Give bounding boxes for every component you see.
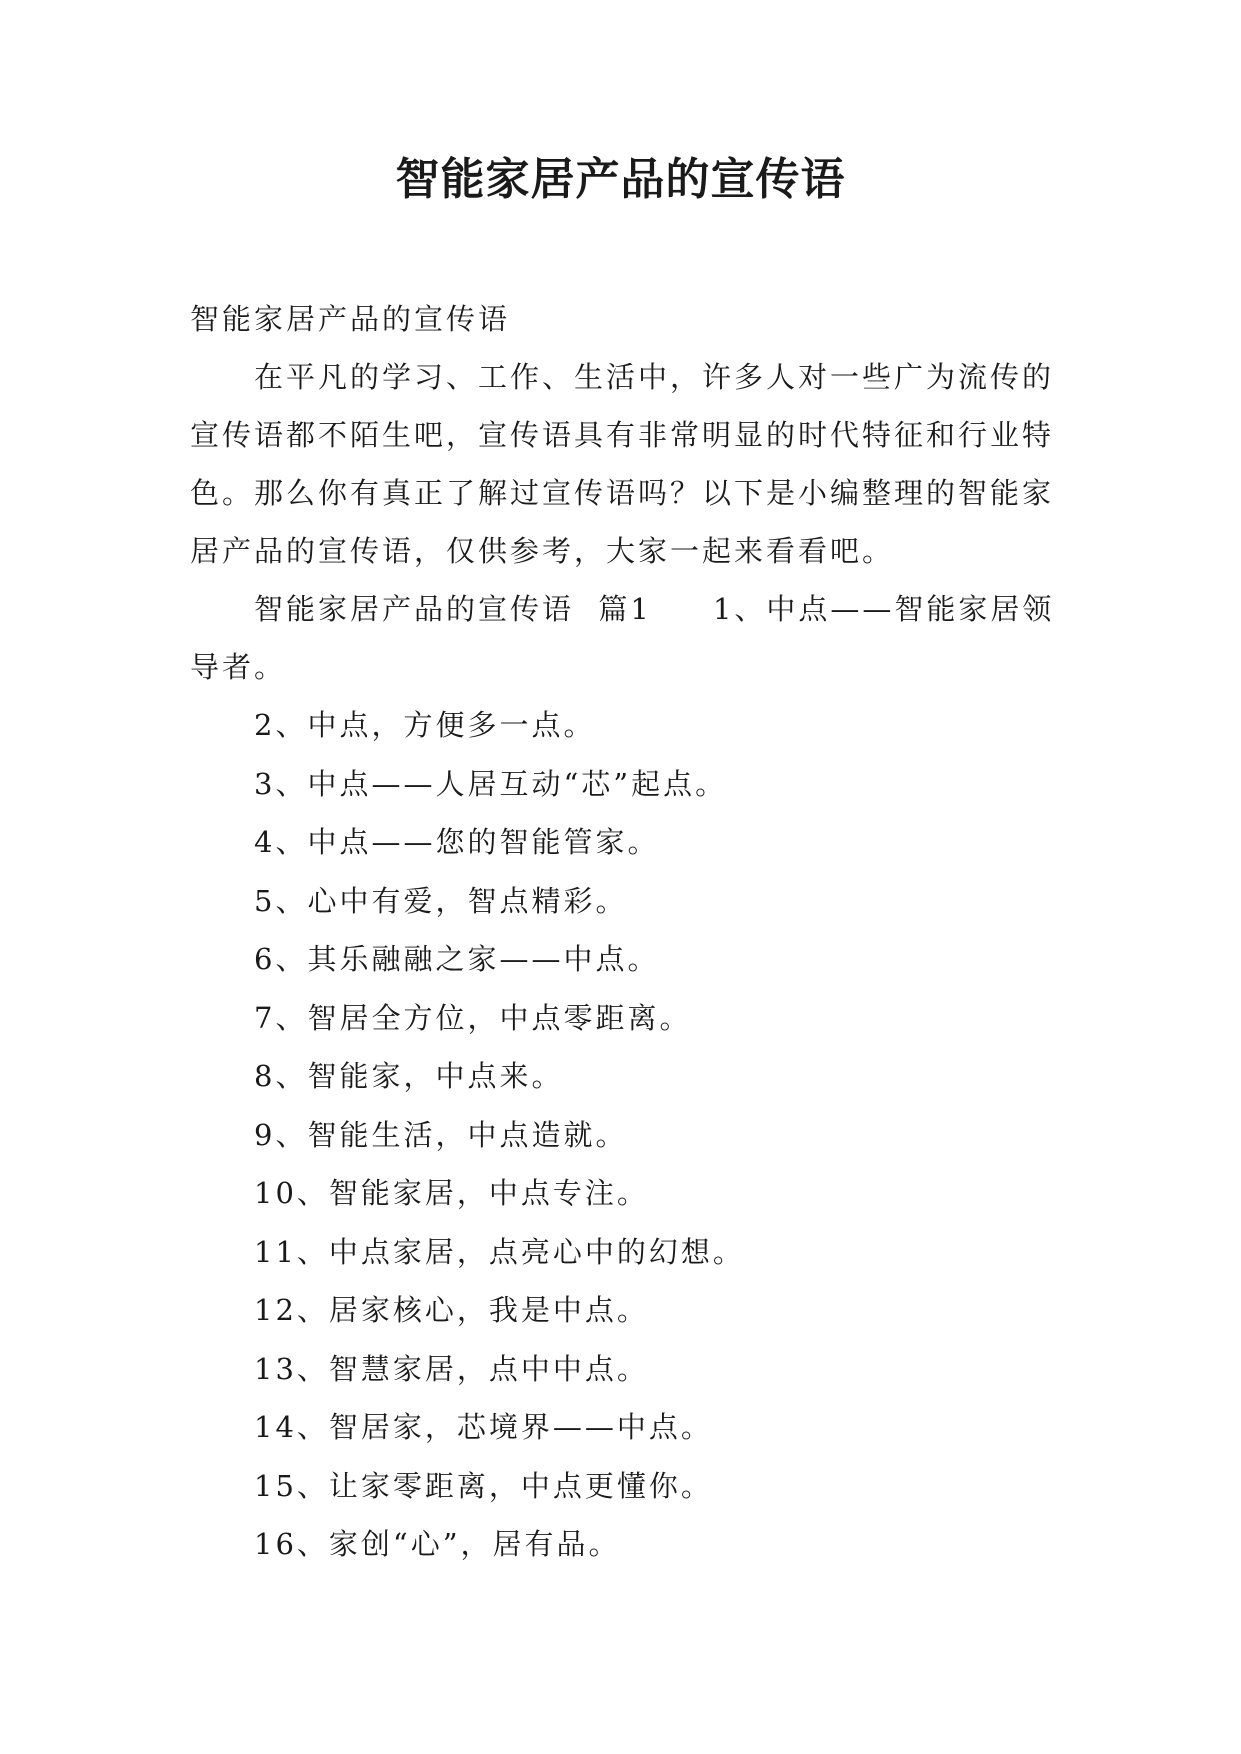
document-body: [190, 290, 1060, 1574]
document-subtitle: 智能家居产品的宣传语: [190, 302, 511, 336]
list-item: 5、心中有爱，智点精彩。: [254, 883, 628, 918]
list-item: 8、智能家，中点来。: [254, 1059, 564, 1093]
list-item: 11、中点家居，点亮心中的幻想。: [254, 1234, 745, 1269]
list-item: 3、中点——人居互动“芯”起点。: [254, 766, 728, 801]
intro-paragraph: 在平凡的学习、工作、生活中，许多人对一些广为流传的宣传语都不陌生吧，宣传语具有非常明显的时代特征和行业特色。那么你有真正了解过宣传语吗？以下是小编整理的智能家居产品的宣传语，仅供参考，大家一起来看看吧。: [190, 360, 1055, 568]
list-item: 13、智慧家居，点中中点。: [254, 1351, 649, 1386]
list-item: 16、家创“心”，居有品。: [254, 1527, 621, 1561]
list-item: 14、智居家，芯境界——中点。: [254, 1410, 713, 1444]
list-item: 4、中点——您的智能管家。: [254, 825, 660, 859]
list-item: 15、让家零距离，中点更懂你。: [254, 1468, 713, 1503]
list-item: 10、智能家居，中点专注。: [254, 1176, 649, 1210]
list-item: 9、智能生活，中点造就。: [254, 1117, 628, 1152]
section-heading: 智能家居产品的宣传语 篇1 1、中点——智能家居领导者。: [190, 592, 1055, 684]
list-item: 2、中点，方便多一点。: [254, 708, 596, 742]
list-item: 7、智居全方位，中点零距离。: [254, 1000, 692, 1035]
list-item: 12、居家核心，我是中点。: [254, 1293, 649, 1327]
document-title: 智能家居产品的宣传语: [395, 154, 846, 205]
list-item: 6、其乐融融之家——中点。: [254, 942, 660, 976]
slogan-list: [190, 696, 1060, 1574]
